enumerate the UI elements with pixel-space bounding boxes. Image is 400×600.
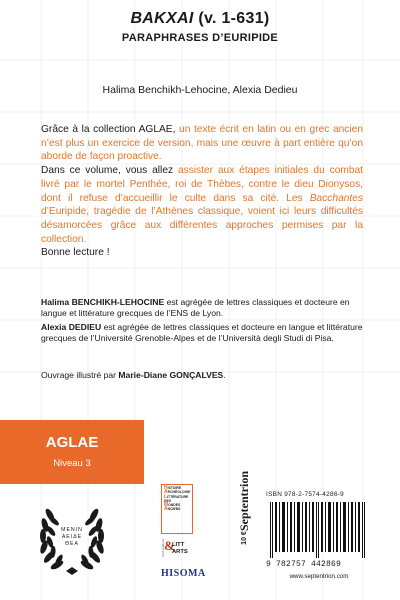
title-range: (v. 1-631)	[198, 10, 270, 27]
series-initial: A	[164, 506, 168, 513]
bio-1-text: est agrégée de lettres classiques et docteure en langue et littérature grecques de l’ENS de Lyon.	[41, 297, 350, 319]
illustrator-name: Marie-Diane GONÇALVES	[118, 370, 224, 380]
series-word: NCIENS	[167, 507, 181, 512]
publisher-name: Septentrion	[237, 471, 251, 531]
blurb-paragraph-1	[41, 123, 363, 164]
illustrator-suffix: .	[223, 370, 226, 380]
hisoma-logo: HISOMA	[161, 568, 206, 579]
blurb-highlight: assister aux étapes initiales du combat livré par le mortel Penthée, roi de Thèbes, contre le dieu Dionysos, dont il refuse d’accueillir le culte dans sa cité. Les	[41, 165, 364, 204]
emblem-line: ΘΕΑ	[65, 540, 79, 547]
litt-word: LITT	[172, 542, 185, 548]
illustrator-credit	[41, 370, 226, 380]
emblem-inscription	[36, 527, 108, 547]
series-word: DES	[164, 498, 171, 503]
book-title	[0, 10, 400, 28]
collection-band	[0, 420, 144, 484]
barcode-digits: 9 782757 442869	[266, 560, 342, 569]
publisher-website: www.septentrion.com	[289, 573, 349, 580]
series-logo	[161, 484, 193, 534]
emblem-line: ΑΕΙΔΕ	[61, 533, 83, 540]
authors-line: Halima Benchikh-Lehocine, Alexia Dedieu	[102, 84, 298, 96]
series-word: ISTOIRE	[167, 486, 182, 490]
book-subtitle: PARAPHRASES D’EURIPIDE	[121, 32, 279, 44]
series-initial: M	[164, 502, 169, 509]
litt-arts-logo	[161, 538, 193, 564]
series-word: ITTÉRATURE	[167, 494, 189, 499]
blurb-italic-title: Bacchantes	[309, 192, 363, 204]
collection-level: Niveau 3	[53, 458, 91, 469]
bio-1	[41, 297, 363, 320]
blurb-paragraph-2	[41, 164, 363, 246]
barcode-icon	[266, 502, 372, 558]
blurb-highlight: d’Euripide, tragédie de l’Athènes classique, voient ici leurs difficultés désamorcées grâce aux différentes approches permises par la collection.	[41, 206, 363, 245]
series-word: RCHÉOLOGIE	[167, 490, 191, 495]
bio-2	[41, 322, 363, 345]
bio-1-name: Halima BENCHIKH-LEHOCINE	[41, 297, 165, 307]
series-initial: L	[164, 493, 168, 500]
illustrator-prefix: Ouvrage illustré par	[41, 370, 119, 380]
bio-2-name: Alexia DEDIEU	[41, 321, 102, 332]
series-initial: H	[164, 485, 168, 491]
series-initial: A	[164, 489, 168, 496]
series-word: ONDES	[168, 503, 181, 508]
title-block	[0, 10, 400, 44]
isbn-number: ISBN 978-2-7574-4286-9	[266, 491, 345, 498]
arts-word: ARTS	[172, 549, 188, 555]
collection-name: AGLAE	[45, 434, 99, 451]
price-label: 10 €	[240, 531, 248, 545]
blurb-text: Grâce à la collection AGLAE,	[41, 124, 180, 135]
title-greek: BAKXAI	[130, 10, 194, 27]
ampersand-glyph: &	[164, 538, 175, 553]
author-bios	[41, 297, 363, 347]
bio-2-text: est agrégée de lettres classiques et docteure en langue et littérature grecques de l’Université Grenoble-Alpes et de l’Università degli Studi di Pisa.	[41, 321, 363, 344]
litt-arts-text	[172, 542, 188, 556]
blurb-text: Dans ce volume, vous allez	[41, 165, 178, 177]
blurb-highlight: un texte écrit en latin ou en grec ancien n’est plus un exercice de version, mais une œuvre à part entière qu’on aborde de façon proactive.	[41, 124, 363, 163]
blurb-closing: Bonne lecture !	[41, 247, 110, 259]
series-line	[164, 507, 192, 511]
emblem-line: ΜΕΝΙΝ	[61, 527, 83, 533]
back-cover-blurb	[41, 123, 363, 260]
series-logo-text	[162, 485, 192, 512]
uga-editions-label: UGA Éditions	[161, 539, 165, 557]
